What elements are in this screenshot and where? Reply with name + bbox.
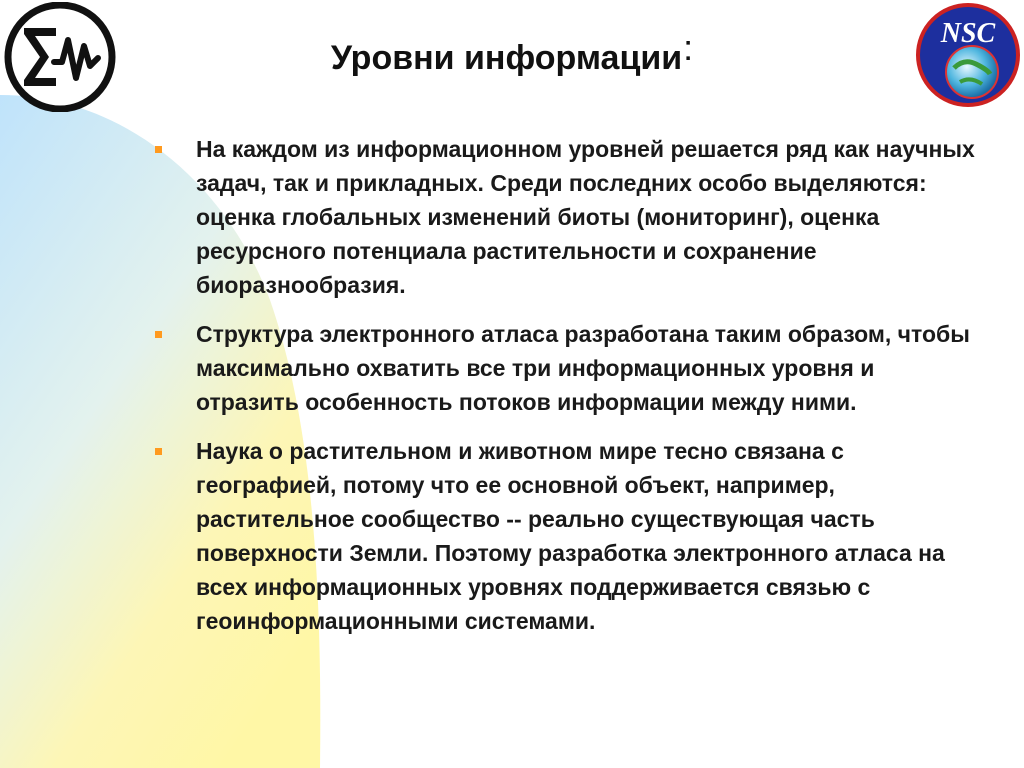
- slide-title-text: Уровни информации: [330, 39, 683, 77]
- bullet-marker-icon: [155, 146, 162, 153]
- bullet-text: Наука о растительном и животном мире тесно связана с географией, потому что ее основной объект, например, растительное сообщество -- реально существующая часть поверхности Земли. Поэтому разработка электронного атласа на всех информационных уровнях поддерживается связью с геоинформационными системами.: [196, 438, 945, 634]
- bullet-item: [152, 132, 982, 302]
- bullet-text: На каждом из информационном уровней решается ряд как научных задач, так и прикладных. Среди последних особо выделяются: оценка глобальных изменений биоты (мониторинг), оценка ресурсного потенциала растительности и сохранение биоразнообразия.: [196, 136, 975, 298]
- slide-title-colon: :: [683, 27, 694, 68]
- bullet-list: [152, 132, 982, 653]
- bullet-marker-icon: [155, 448, 162, 455]
- bullet-marker-icon: [155, 331, 162, 338]
- logo-right-text: NSC: [940, 18, 996, 49]
- bullet-text: Структура электронного атласа разработана таким образом, чтобы максимально охватить все три информационных уровня и отразить особенность потоков информации между ними.: [196, 321, 970, 415]
- bullet-item: [152, 434, 982, 638]
- bullet-item: [152, 317, 982, 419]
